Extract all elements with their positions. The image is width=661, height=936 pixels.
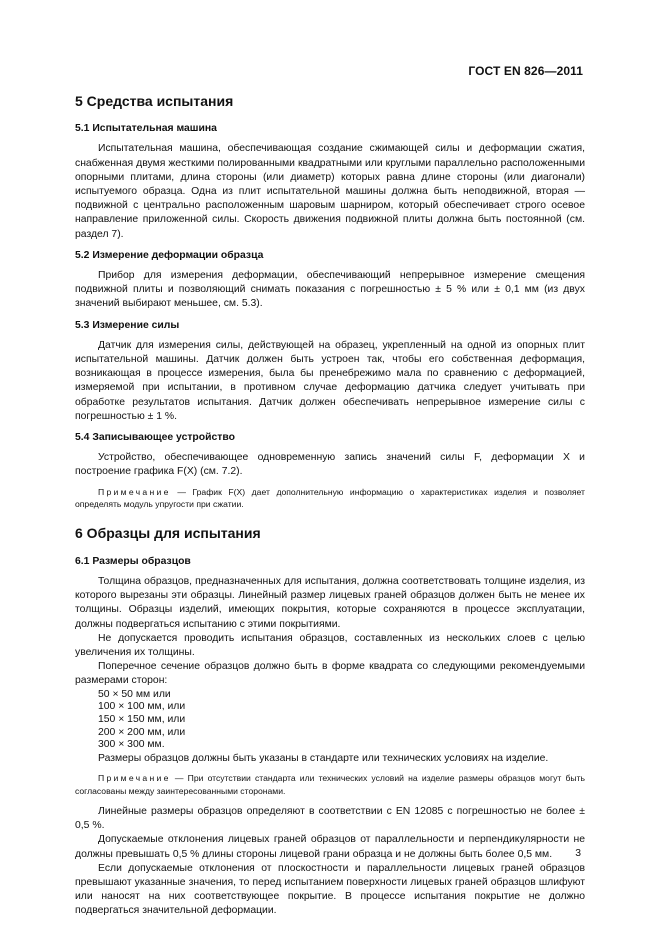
subsection-5-2	[75, 249, 585, 312]
subsection-5-1	[75, 122, 585, 242]
note	[75, 772, 585, 797]
note	[75, 486, 585, 511]
note-label: Примечание	[98, 773, 171, 784]
subsection-5-4-title: 5.4 Записывающее устройство	[75, 432, 235, 444]
dimension-item: 50 × 50 мм или	[98, 688, 171, 700]
dimension-list	[75, 689, 585, 753]
paragraph: Не допускается проводить испытания образцов, составленных из нескольких слоев с целью увеличения их толщины.	[75, 632, 585, 658]
dimension-item: 200 × 200 мм, или	[98, 726, 186, 738]
paragraph: Испытательная машина, обеспечивающая создание сжимающей силы и деформации сжатия, снабженная двумя жесткими полированными квадратными или круглыми параллельно расположенными опорными плитами, длина стороны (или диаметр) которых равна длине стороны (или диагонали) испытуемого образца. Одна из плит испытательной машины должна быть неподвижной, вторая — подвижной с центрально расположенным шаровым шарниром, который обеспечивает строго осевое направление приложенной силы. Скорость движения подвижной плиты должна быть постоянной (см. раздел 7).	[75, 143, 585, 240]
paragraph: Размеры образцов должны быть указаны в стандарте или технических условиях на изделие.	[98, 753, 549, 765]
subsection-6-1-title: 6.1 Размеры образцов	[75, 555, 191, 567]
paragraph: Поперечное сечение образцов должно быть в форме квадрата со следующими рекомендуемыми размерами сторон:	[75, 661, 585, 687]
note-text: — График F(X) дает дополнительную информацию о характеристиках изделия и позволяет определять модуль упругости при сжатии.	[75, 486, 585, 510]
subsection-5-3	[75, 319, 585, 424]
paragraph: Толщина образцов, предназначенных для испытания, должна соответствовать толщине изделия, из которого вырезаны эти образцы. Линейный размер лицевых граней образцов должен быть не менее их толщины. Образцы изделий, имеющих покрытия, которые сохраняются в процессе эксплуатации, должны подвергаться испытанию с этими покрытиями.	[75, 575, 585, 630]
subsection-5-4	[75, 431, 585, 510]
paragraph: Датчик для измерения силы, действующей на образец, укрепленный на одной из опорных плит испытательной машины. Датчик должен быть устроен так, чтобы его собственная деформация, возникающая в процессе измерения, была бы пренебрежимо мала по сравнению с деформацией, измеряемой при испытании, в противном случае деформацию датчика следует учитывать при обработке результатов испытания. Датчик должен обеспечивать непрерывное измерение силы с погрешностью ± 1 %.	[75, 339, 585, 422]
dimension-item: 100 × 100 мм, или	[98, 701, 186, 713]
document-code: ГОСТ EN 826—2011	[468, 64, 583, 78]
dimension-item: 150 × 150 мм, или	[98, 713, 186, 725]
paragraph: Линейные размеры образцов определяют в соответствии с EN 12085 с погрешностью не более ± 0,5 %.	[75, 806, 585, 832]
subsection-5-1-title: 5.1 Испытательная машина	[75, 123, 217, 135]
page-number: 3	[575, 848, 581, 859]
note-text: — При отсутствии стандарта или технических условий на изделие размеры образцов могут быть согласованы между заинтересованными сторонами.	[75, 773, 585, 796]
section-5-title: 5 Средства испытания	[75, 93, 234, 109]
subsection-5-2-title: 5.2 Измерение деформации образца	[75, 249, 264, 261]
paragraph: Прибор для измерения деформации, обеспечивающий непрерывное измерение смещения подвижной плиты и позволяющий снимать показания с погрешностью ± 5 % или ± 0,1 мм (из двух значений выбирают меньшее, см. 5.3).	[75, 270, 585, 310]
paragraph: Допускаемые отклонения лицевых граней образцов от параллельности и перпендикулярности не должны превышать 0,5 % длины стороны лицевой грани образца и не должны быть более 0,5 мм.	[75, 834, 585, 860]
subsection-5-3-title: 5.3 Измерение силы	[75, 319, 180, 331]
subsection-6-1	[75, 555, 585, 919]
section-6-title: 6 Образцы для испытания	[75, 525, 261, 542]
paragraph: Если допускаемые отклонения от плоскостности и параллельности лицевых граней образцов превышают указанные значения, то перед испытанием поверхности лицевых граней образцов шлифуют или наносят на них соответствующее покрытие. В процессе испытания покрытие не должно подвергаться значительной деформации.	[75, 862, 585, 917]
page-content	[75, 92, 585, 919]
note-label: Примечание	[98, 486, 171, 497]
paragraph: Устройство, обеспечивающее одновременную запись значений силы F, деформации X и построение графика F(X) (см. 7.2).	[75, 452, 585, 478]
dimension-item: 300 × 300 мм.	[98, 739, 165, 751]
